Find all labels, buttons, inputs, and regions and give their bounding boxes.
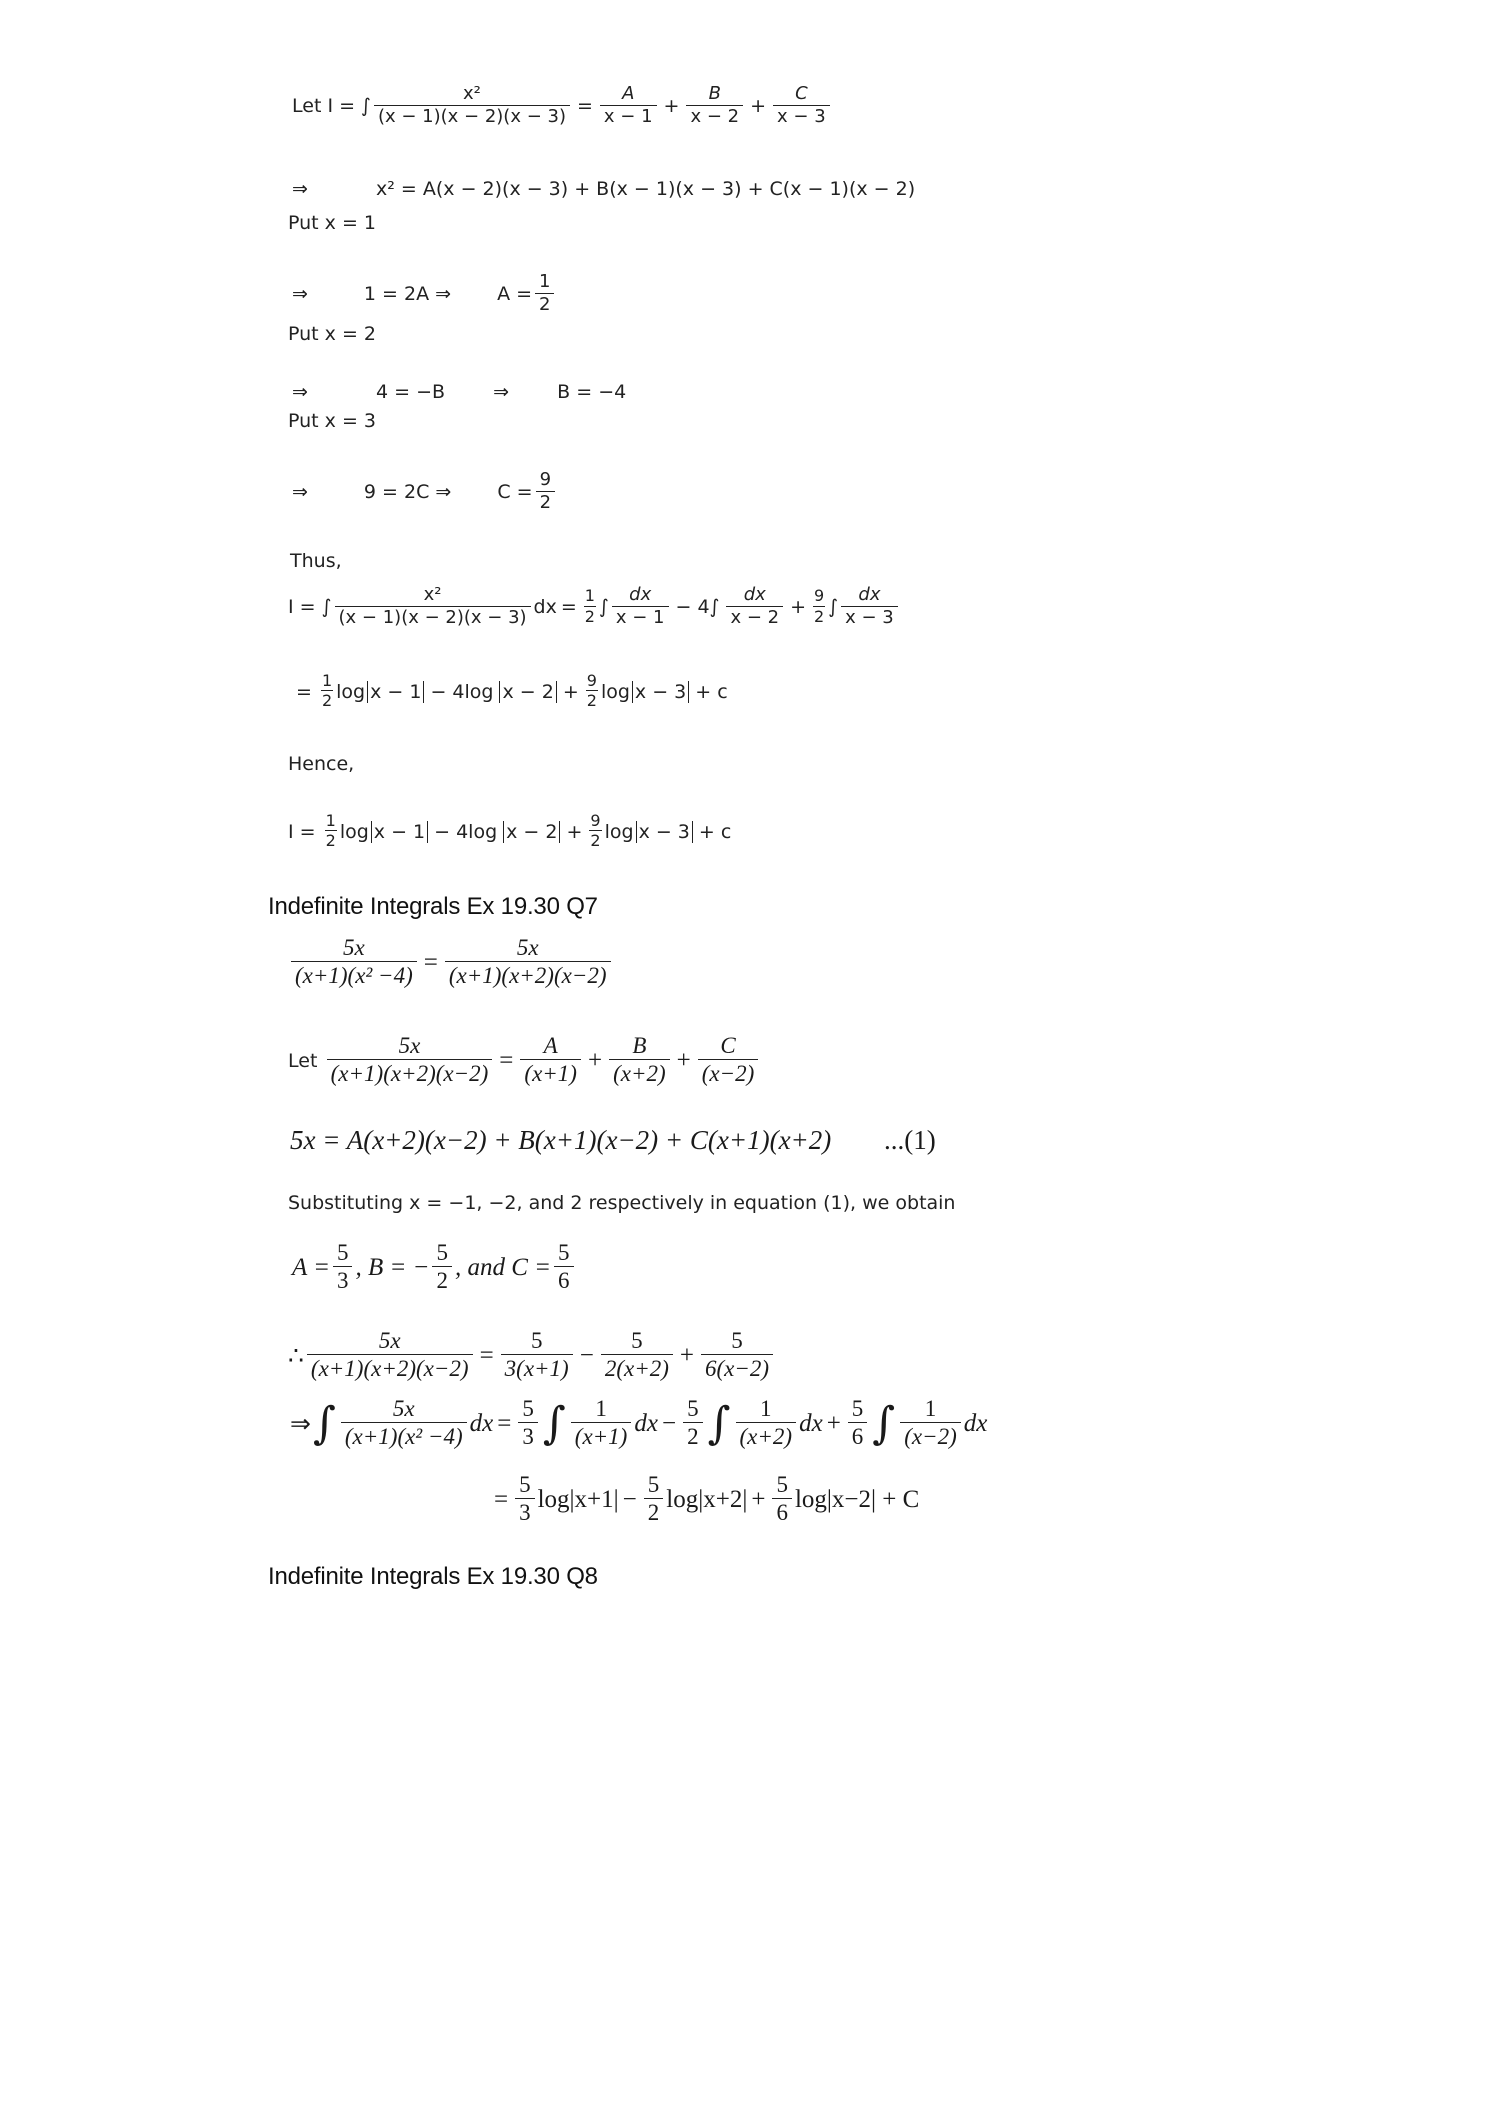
lhs-fraction	[327, 1033, 493, 1089]
log: log	[336, 680, 366, 703]
q6-expansion-line	[292, 178, 915, 200]
fraction-a	[600, 84, 657, 128]
coef-5-2	[644, 1472, 664, 1528]
num: A	[543, 1033, 558, 1058]
den: 2	[535, 293, 554, 317]
b-label: , B = −	[355, 1254, 430, 1282]
q7-coefficients	[292, 1240, 577, 1296]
therefore-symbol: ∴	[288, 1343, 304, 1371]
q7-integral-split: ⇒ ∫ 5x (x+1)(x² −4) dx = $\frac{5}{3}$ ∫ 1 (x+1) dx − $\frac{5}{2}$ ∫ 1 (x+2) dx + $\frac{5}{6}$ ∫ 1 (x−2) dx	[290, 1396, 987, 1452]
den: (x+2)	[739, 1424, 793, 1450]
implies-arrow: ⇒	[290, 1411, 311, 1439]
equals: =	[296, 680, 312, 703]
b-num: B	[708, 83, 721, 104]
dx-over-x1	[612, 585, 669, 629]
expansion-equation: x² = A(x − 2)(x − 3) + B(x − 1)(x − 3) + C(x − 1)(x − 2)	[376, 178, 916, 200]
let-label: Let	[292, 95, 322, 118]
plus: +	[663, 95, 680, 118]
final-lhs: I =	[288, 820, 316, 843]
log: log	[339, 820, 369, 843]
num: 1	[325, 811, 336, 830]
dx-over-x3	[841, 585, 898, 629]
integrand-fraction	[335, 585, 531, 629]
den: (x+1)(x+2)(x−2)	[448, 963, 607, 989]
den: (x+1)(x+2)(x−2)	[310, 1356, 469, 1382]
integral-sign: ∫	[598, 596, 609, 619]
num: 5	[687, 1396, 699, 1421]
num: C	[720, 1033, 736, 1058]
den: 2(x+2)	[604, 1356, 669, 1382]
den: 2	[683, 1422, 703, 1452]
b-den: x − 2	[686, 105, 743, 129]
den: 2	[325, 831, 336, 851]
den: 3	[515, 1498, 535, 1528]
coef-5-2	[683, 1396, 703, 1452]
num: 5x	[398, 1033, 421, 1058]
constant: + c	[695, 680, 728, 703]
lhs-fraction	[307, 1328, 473, 1384]
five-thirds	[333, 1240, 353, 1296]
q6-hence: Hence,	[288, 753, 355, 775]
num: 5	[436, 1240, 448, 1265]
step2-equation: 4 = −B	[376, 381, 446, 403]
half-fraction	[321, 672, 333, 711]
den: 6	[554, 1266, 574, 1296]
num: 5	[647, 1472, 660, 1497]
plus: +	[750, 95, 767, 118]
minus: −	[622, 1486, 637, 1514]
integrand-fraction	[374, 84, 570, 128]
implies-arrow: ⇒	[292, 481, 308, 504]
step3-fraction	[536, 470, 555, 514]
fraction-a	[520, 1033, 581, 1089]
dx: dx	[533, 596, 557, 619]
fraction-c	[773, 84, 830, 128]
q6-put-x2: Put x = 2	[288, 323, 376, 345]
num: 1	[321, 671, 333, 690]
den: 6(x−2)	[705, 1356, 770, 1382]
num: 5	[522, 1396, 534, 1421]
log: log	[600, 680, 630, 703]
equals: =	[499, 1047, 514, 1075]
implies-arrow: ⇒	[292, 381, 308, 403]
den: (x+2)	[613, 1061, 666, 1087]
num: dx	[858, 584, 881, 605]
q6-step1	[292, 272, 557, 316]
q6-put-x1: Put x = 1	[288, 212, 376, 234]
one-over-x-minus-2	[900, 1396, 961, 1452]
a-den: x − 1	[600, 105, 657, 129]
log: log	[604, 820, 634, 843]
q7-substitution-note: Substituting x = −1, −2, and 2 respectively in equation (1), we obtain	[288, 1192, 956, 1214]
term2	[601, 1328, 673, 1384]
nine-half-fraction	[813, 587, 825, 626]
arg1: x − 1	[373, 820, 426, 843]
arg2: x − 2	[502, 680, 554, 703]
num: 1	[924, 1396, 937, 1421]
equals: =	[479, 1342, 494, 1370]
num: 5x	[343, 935, 365, 960]
numerator: x²	[463, 83, 481, 104]
q8-heading: Indefinite Integrals Ex 19.30 Q8	[268, 1563, 598, 1590]
num: 5	[851, 1396, 864, 1421]
arg2: x − 2	[506, 820, 558, 843]
step1-equation: 1 = 2A ⇒	[363, 283, 452, 306]
den: 6	[848, 1422, 868, 1452]
q7-identity	[290, 1125, 831, 1156]
num: dx	[629, 584, 652, 605]
num: dx	[743, 584, 766, 605]
plus: +	[587, 1047, 603, 1075]
den: 2	[814, 606, 825, 626]
implies-arrow: ⇒	[292, 283, 308, 306]
integral-sign: ∫	[828, 596, 839, 619]
fraction-b	[609, 1033, 670, 1089]
equals: =	[494, 1486, 509, 1514]
step1-result: A =	[497, 283, 533, 306]
num: 5	[530, 1328, 543, 1353]
q6-integral-split	[288, 585, 901, 629]
plus: +	[790, 596, 807, 619]
num: 9	[586, 671, 597, 690]
denominator: (x − 1)(x − 2)(x − 3)	[335, 606, 531, 630]
step2-result: B = −4	[557, 381, 627, 403]
fraction-b	[686, 84, 743, 128]
integral-lhs: I = ∫	[288, 596, 332, 619]
plus: +	[562, 680, 579, 703]
denominator: (x − 1)(x − 2)(x − 3)	[374, 105, 570, 129]
log-term-1: log|x+1|	[537, 1486, 619, 1514]
plus: +	[676, 1047, 691, 1075]
plus: +	[679, 1342, 695, 1370]
arg3: x − 3	[634, 680, 687, 703]
num: 5x	[392, 1396, 415, 1421]
half-fraction	[584, 587, 596, 626]
dx: dx	[799, 1410, 823, 1438]
implies-arrow: ⇒	[292, 178, 308, 200]
fraction-c	[698, 1033, 759, 1089]
num: 9	[590, 811, 601, 830]
rhs-fraction	[445, 935, 611, 991]
num: 1	[584, 586, 595, 606]
coef-5-3	[518, 1396, 538, 1452]
plus: +	[751, 1486, 766, 1514]
equals: =	[497, 1410, 512, 1438]
plus: +	[826, 1410, 841, 1438]
step3-equation: 9 = 2C ⇒	[363, 481, 452, 504]
den: (x+1)(x² −4)	[344, 1424, 463, 1450]
q7-result	[490, 1472, 919, 1528]
den: 3	[518, 1422, 538, 1452]
num: 9	[814, 586, 825, 606]
q7-decomposition	[288, 1328, 776, 1384]
num: 5	[519, 1472, 531, 1497]
arg1: x − 1	[370, 680, 422, 703]
q7-heading: Indefinite Integrals Ex 19.30 Q7	[268, 893, 598, 920]
coef-5-3	[515, 1472, 535, 1528]
five-halves	[432, 1240, 452, 1296]
minus-4log: − 4log	[430, 680, 494, 703]
q6-step2	[292, 381, 626, 403]
minus-4log: − 4log	[434, 820, 498, 843]
num: 9	[539, 469, 552, 490]
lhs-fraction	[291, 935, 417, 991]
c-den: x − 3	[773, 105, 830, 129]
log-term-3: log|x−2| + C	[794, 1486, 920, 1514]
den: x − 3	[841, 606, 898, 630]
nine-half-fraction	[586, 672, 598, 711]
coef-5-6	[772, 1472, 792, 1528]
dx: dx	[469, 1410, 494, 1438]
implies-arrow: ⇒	[493, 381, 510, 403]
num: 5x	[516, 935, 539, 960]
identity-equation: 5x = A(x+2)(x−2) + B(x+1)(x−2) + C(x+1)(x+2)	[290, 1125, 832, 1155]
integrand	[341, 1396, 467, 1452]
q7-equation-ref: ...(1)	[884, 1125, 936, 1155]
arg3: x − 3	[638, 820, 690, 843]
num: 1	[760, 1396, 772, 1421]
one-over-x-plus-1	[571, 1396, 632, 1452]
num: 1	[595, 1396, 607, 1421]
num: 1	[539, 271, 551, 292]
den: 3(x+1)	[504, 1356, 569, 1382]
step3-result: C =	[497, 481, 533, 504]
num: B	[632, 1033, 647, 1058]
q7-partial-setup	[288, 1033, 761, 1089]
den: x − 1	[612, 606, 669, 630]
den: 2	[644, 1498, 664, 1528]
den: (x+1)(x² −4)	[295, 963, 413, 989]
num: 5x	[378, 1328, 401, 1353]
five-sixths	[554, 1240, 574, 1296]
minus-four-integral: − 4∫	[675, 596, 720, 619]
log-term-2: log|x+2|	[666, 1486, 748, 1514]
num: 5	[776, 1472, 788, 1497]
den: (x+1)	[524, 1061, 577, 1087]
a-num: A	[622, 83, 635, 104]
den: (x+1)(x+2)(x−2)	[330, 1061, 489, 1087]
q6-thus: Thus,	[290, 550, 342, 572]
integral-lhs: I = ∫	[327, 95, 371, 118]
constant: + c	[698, 820, 732, 843]
den: 3	[333, 1266, 353, 1296]
dx-over-x2	[726, 585, 783, 629]
den: 2	[584, 606, 595, 626]
equals: =	[560, 596, 577, 619]
q6-step3	[292, 470, 558, 514]
term1	[501, 1328, 573, 1384]
num: 5	[336, 1240, 349, 1265]
den: (x−2)	[701, 1061, 755, 1087]
coef-5-6	[848, 1396, 868, 1452]
c-label: , and C =	[454, 1254, 552, 1282]
den: 2	[590, 831, 601, 851]
den: 2	[432, 1266, 452, 1296]
a-label: A =	[292, 1254, 330, 1282]
c-num: C	[795, 83, 808, 104]
den: 6	[772, 1498, 792, 1528]
half-fraction	[325, 812, 337, 851]
q6-put-x3: Put x = 3	[288, 410, 376, 432]
den: (x+1)	[574, 1424, 628, 1450]
den: 2	[586, 691, 597, 711]
equals: =	[576, 95, 593, 118]
plus: +	[566, 820, 583, 843]
den: 2	[536, 491, 555, 515]
one-over-x-plus-2	[736, 1396, 797, 1452]
q7-factorization	[288, 935, 614, 991]
nine-half-fraction	[589, 812, 601, 851]
den: x − 2	[726, 606, 783, 630]
dx: dx	[963, 1410, 988, 1438]
minus: −	[661, 1410, 677, 1438]
den: 2	[321, 691, 333, 711]
q6-result-line	[296, 672, 732, 711]
num: 5	[558, 1240, 570, 1265]
term3	[701, 1328, 773, 1384]
num: 5	[631, 1328, 643, 1353]
equals: =	[423, 949, 438, 977]
q6-partial-fraction-setup	[292, 84, 833, 128]
num: 5	[731, 1328, 743, 1353]
den: (x−2)	[904, 1424, 957, 1450]
let-label: Let	[288, 1050, 318, 1073]
q6-final-line	[288, 812, 735, 851]
numerator: x²	[423, 584, 442, 605]
dx: dx	[634, 1410, 658, 1438]
minus: −	[579, 1342, 594, 1370]
step1-fraction	[535, 272, 554, 316]
